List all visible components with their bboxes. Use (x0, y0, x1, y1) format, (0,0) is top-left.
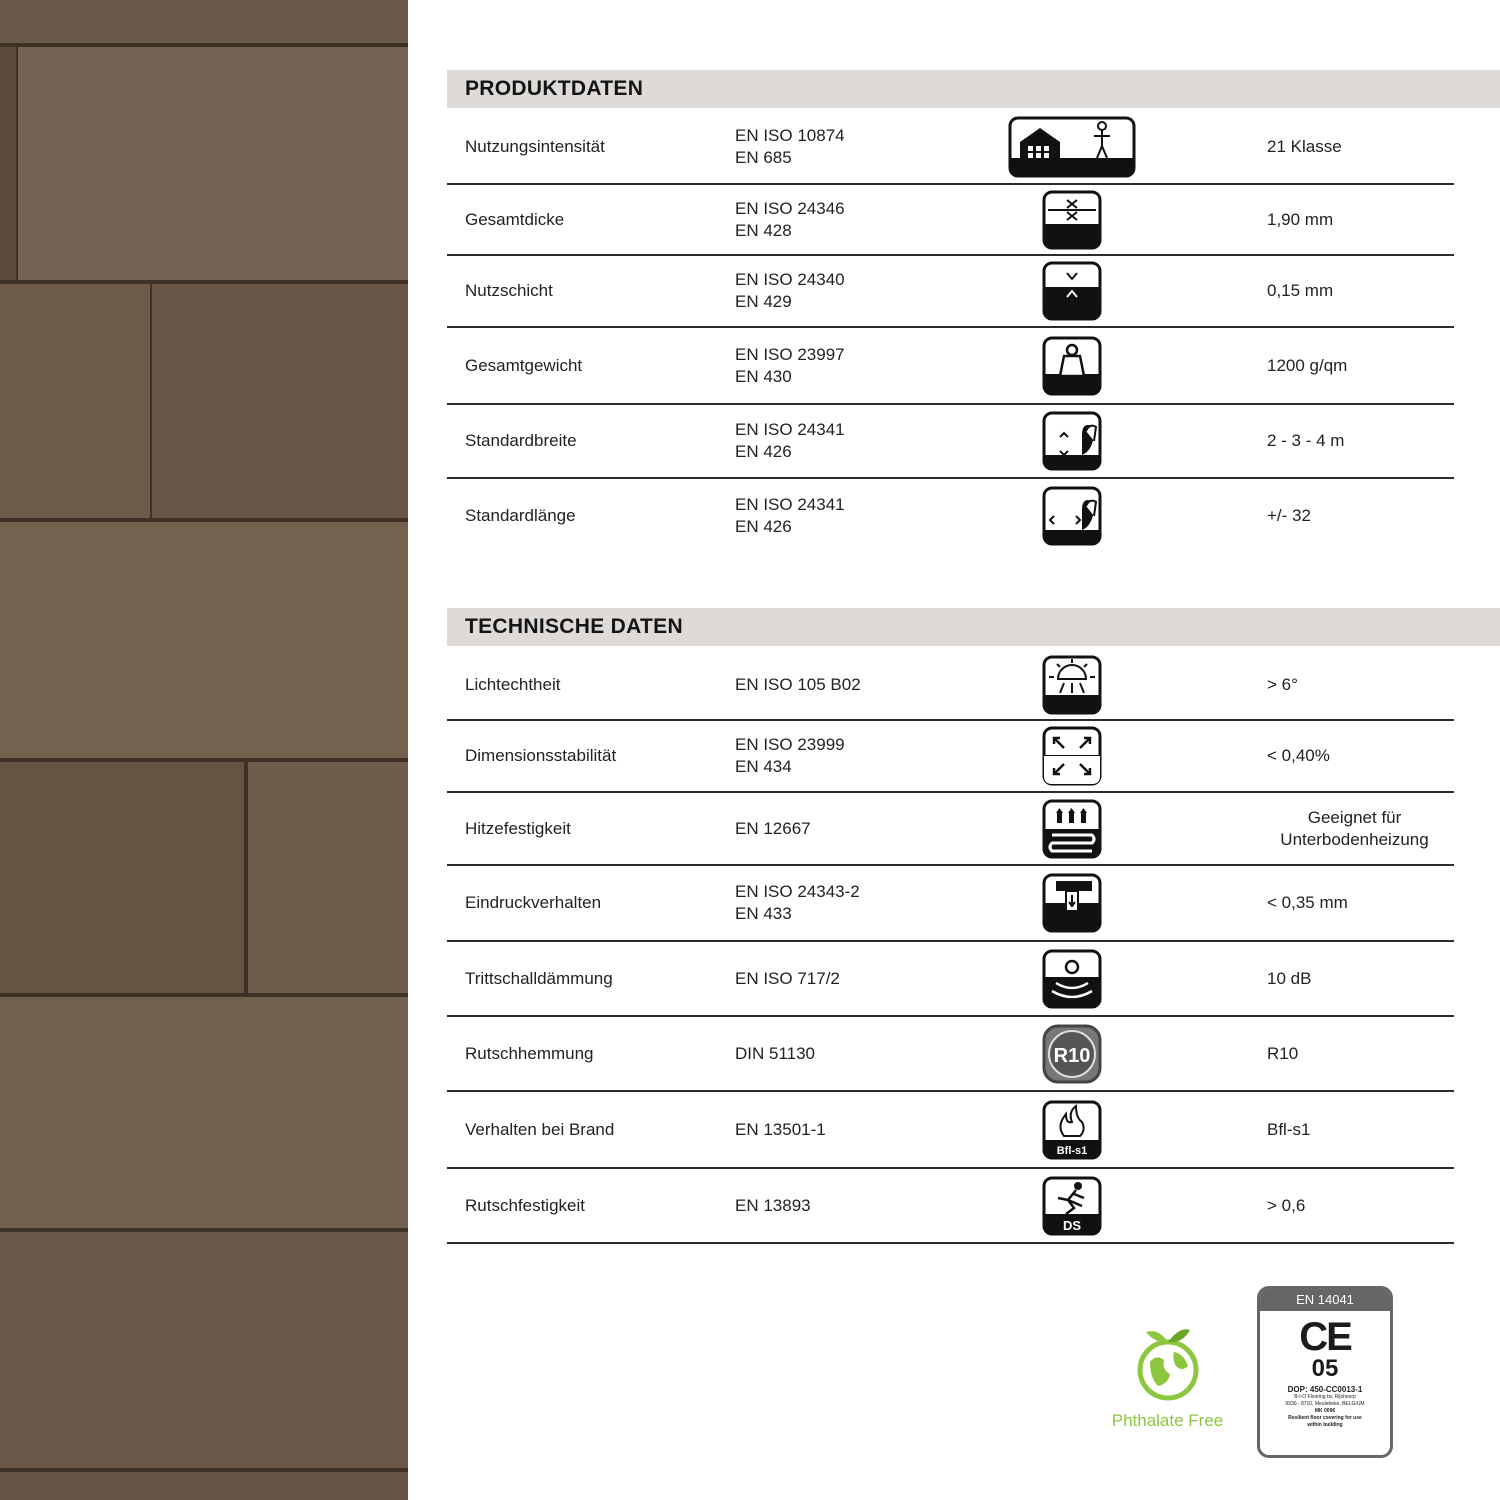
property-name: Lichtechtheit (465, 674, 561, 694)
property-value: Geeignet für (1307, 807, 1402, 827)
phthalate-free-label: Phthalate Free (1111, 1411, 1224, 1430)
light-fastness-icon (1042, 655, 1102, 715)
table-row (447, 185, 1454, 256)
norm-line: EN 433 (735, 904, 792, 923)
norm-line: EN ISO 24340 (735, 270, 845, 289)
underfloor-heating-icon (1042, 799, 1102, 859)
norm-line: EN ISO 10874 (735, 125, 845, 145)
norm-line: EN 429 (735, 292, 792, 311)
property-name: Dimensionsstabilität (465, 746, 617, 765)
indentation-icon (1042, 873, 1102, 933)
dimensional-stability-icon (1042, 726, 1102, 786)
property-value: 1,90 mm (1267, 209, 1334, 229)
ce-dop: DOP: 450-CC0013-1 (1287, 1385, 1363, 1394)
property-value: > 6° (1267, 674, 1298, 694)
property-value: 1200 g/qm (1267, 355, 1348, 375)
slip-resistance-r10-icon (1042, 1024, 1102, 1084)
norm-line: EN 430 (735, 366, 792, 386)
weight-icon (1042, 336, 1102, 396)
table-row (447, 650, 1454, 721)
norm-line: EN 434 (735, 757, 792, 776)
impact-sound-icon (1042, 949, 1102, 1009)
property-name: Eindruckverhalten (465, 893, 602, 912)
ce-small-text: 9930 - 8710, Meulebeke, BELGIUM (1285, 1401, 1365, 1407)
table-row (447, 1017, 1454, 1092)
norm-line: EN 685 (735, 147, 792, 167)
technische-daten-header: TECHNISCHE DATEN (447, 608, 1500, 646)
phthalate-free-globe-icon (1128, 1322, 1208, 1402)
property-name: Standardbreite (465, 431, 577, 450)
ce-small-text: within building (1307, 1422, 1343, 1428)
property-value: R10 (1267, 1043, 1299, 1063)
table-row (447, 721, 1454, 793)
norm-line: EN 426 (735, 516, 792, 536)
property-name: Trittschalldämmung (465, 968, 613, 988)
produktdaten-header: PRODUKTDATEN (447, 70, 1500, 108)
norm-line: EN ISO 24343-2 (735, 882, 860, 901)
roll-width-icon (1042, 411, 1102, 471)
norm-line: EN 13501-1 (735, 1119, 826, 1139)
table-row (447, 793, 1454, 866)
property-value: < 0,35 mm (1267, 893, 1348, 912)
property-value: 0,15 mm (1267, 281, 1334, 300)
norm-line: EN 12667 (735, 818, 811, 838)
property-name: Gesamtdicke (465, 209, 565, 229)
table-row (447, 866, 1454, 942)
ce-small-text: B-I-O Flooring bv, Rijshoorp (1294, 1394, 1356, 1400)
property-name: Nutzungsintensität (465, 136, 605, 156)
property-value: 10 dB (1267, 968, 1312, 988)
table-row (447, 110, 1454, 185)
table-row (447, 942, 1454, 1017)
roll-length-icon (1042, 486, 1102, 546)
wood-floor-sample-image (0, 0, 408, 1500)
property-value: < 0,40% (1267, 746, 1330, 765)
ce-certification-label (1257, 1286, 1393, 1458)
total-thickness-icon (1042, 190, 1102, 250)
property-name: Verhalten bei Brand (465, 1119, 615, 1139)
norm-line: EN 428 (735, 220, 792, 240)
property-value: Bfl-s1 (1267, 1119, 1311, 1139)
property-name: Rutschhemmung (465, 1043, 594, 1063)
property-value: +/- 32 (1267, 505, 1311, 525)
norm-line: DIN 51130 (735, 1043, 816, 1063)
ce-standard: EN 14041 (1260, 1289, 1390, 1311)
norm-line: EN ISO 23997 (735, 344, 845, 364)
usage-class-icon (1008, 116, 1136, 178)
norm-line: EN ISO 24346 (735, 198, 845, 218)
norm-line: EN ISO 717/2 (735, 968, 840, 988)
table-row (447, 405, 1454, 479)
property-name: Rutschfestigkeit (465, 1195, 585, 1215)
property-name: Standardlänge (465, 505, 576, 525)
table-row (447, 256, 1454, 328)
property-name: Nutzschicht (465, 281, 553, 300)
table-row (447, 328, 1454, 405)
property-value: Unterbodenheizung (1280, 829, 1429, 849)
norm-line: EN ISO 24341 (735, 494, 845, 514)
slip-resistance-ds-icon (1042, 1176, 1102, 1236)
property-value: > 0,6 (1267, 1195, 1306, 1215)
ce-small-text: Resilient floor covering for use (1288, 1415, 1362, 1421)
ce-year: 05 (1311, 1355, 1339, 1382)
phthalate-free-badge (1105, 1322, 1230, 1432)
fire-behaviour-icon (1042, 1100, 1102, 1160)
norm-line: EN 426 (735, 442, 792, 461)
norm-line: EN ISO 23999 (735, 735, 845, 754)
icon-badge-text: DS (1062, 1217, 1082, 1233)
icon-badge-text: Bfl-s1 (1056, 1144, 1088, 1157)
ce-mark: CE (1299, 1315, 1351, 1359)
icon-badge-text: R10 (1053, 1044, 1091, 1067)
property-name: Hitzefestigkeit (465, 818, 571, 838)
norm-line: EN ISO 24341 (735, 420, 845, 439)
table-row (447, 479, 1454, 552)
property-value: 21 Klasse (1267, 136, 1342, 156)
property-name: Gesamtgewicht (465, 355, 583, 375)
wear-layer-icon (1042, 261, 1102, 321)
norm-line: EN 13893 (735, 1195, 811, 1215)
property-value: 2 - 3 - 4 m (1267, 431, 1345, 450)
ce-small-text: MK 0096 (1314, 1408, 1336, 1414)
table-row (447, 1169, 1454, 1244)
table-row (447, 1092, 1454, 1169)
norm-line: EN ISO 105 B02 (735, 674, 861, 694)
